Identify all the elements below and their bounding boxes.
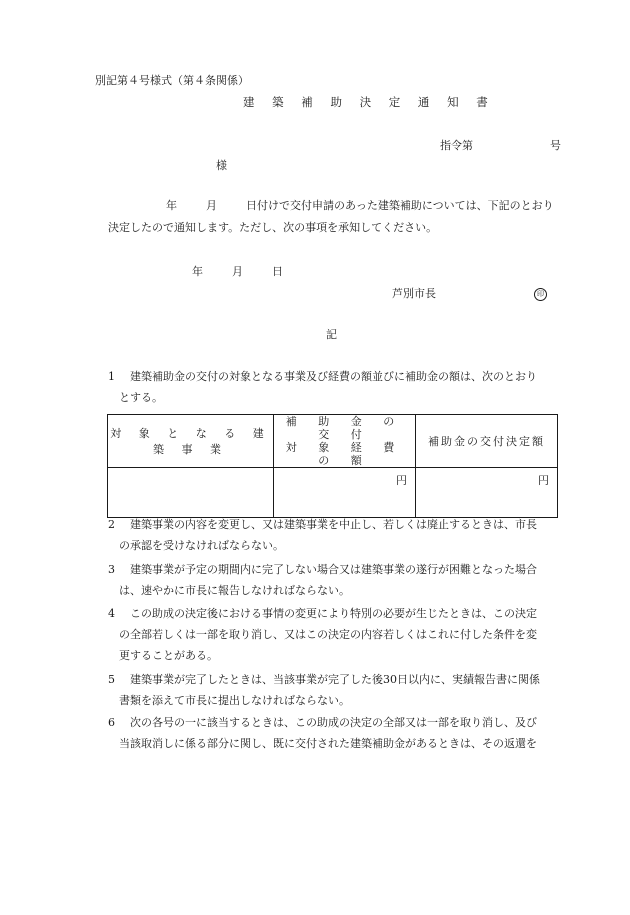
list-item <box>108 669 574 711</box>
addressee-suffix: 様 <box>216 159 227 172</box>
item-line <box>108 559 574 580</box>
cell-eligible-cost <box>274 468 416 518</box>
item-line: の全部若しくは一部を取り消し、又はこの決定の内容若しくはこれに付した条件を変 <box>119 628 537 641</box>
date-day: 日 <box>272 265 283 278</box>
item-line <box>108 366 574 387</box>
item-number: 1 <box>108 370 115 383</box>
intro-month: 月 <box>206 199 217 212</box>
item-number: 3 <box>108 563 115 576</box>
item-line: 書類を添えて市長に提出しなければならない。 <box>119 694 350 707</box>
list-item <box>108 712 574 754</box>
unit-yen: 円 <box>396 474 407 487</box>
item-number: 2 <box>108 518 115 531</box>
cell-target-project <box>108 468 274 518</box>
header-text: 補助金の交付決定額 <box>428 435 545 448</box>
subsidy-table <box>107 414 558 518</box>
intro-line-2: 決定したので通知します。ただし、次の事項を承知してください。 <box>108 221 438 234</box>
issuer-name: 芦別市長 <box>392 287 436 300</box>
item-text: 次の各号の一に該当するときは、この助成の決定の全部又は一部を取り消し、及び <box>130 716 537 729</box>
item-line: 更することがある。 <box>119 649 218 662</box>
list-item <box>108 603 574 666</box>
unit-yen: 円 <box>538 474 549 487</box>
list-item <box>108 559 574 601</box>
item-text: 建築事業の内容を変更し、又は建築事業を中止し、若しくは廃止するときは、市長 <box>130 518 537 531</box>
item-line: は、速やかに市長に報告しなければならない。 <box>119 584 350 597</box>
list-item <box>108 514 574 556</box>
intro-text: 日付けで交付申請のあった建築補助については、下記のとおり <box>246 199 554 212</box>
date-month: 月 <box>232 265 243 278</box>
header-text: 対 象 と な る 建 築 事 業 <box>110 427 271 456</box>
header-decided-amount <box>416 415 558 468</box>
form-label: 別記第４号様式（第４条関係） <box>95 74 249 87</box>
command-suffix: 号 <box>550 139 561 152</box>
item-text: 建築事業が予定の期間内に完了しない場合又は建築事業の遂行が困難となった場合 <box>130 563 537 576</box>
date-year: 年 <box>192 265 203 278</box>
document-title: 建 築 補 助 決 定 通 知 書 <box>243 95 495 109</box>
item-line <box>108 669 574 690</box>
intro-year: 年 <box>166 199 177 212</box>
seal-mark: 印 <box>534 288 547 301</box>
notice-date <box>192 263 283 279</box>
intro-line-1 <box>166 197 554 213</box>
item-line: 当該取消しに係る部分に関し、既に交付された建築補助金があるときは、その返還を <box>119 737 537 750</box>
item-number: 6 <box>108 716 115 729</box>
item-number: 4 <box>108 607 115 620</box>
cell-decided-amount <box>416 468 558 518</box>
command-number <box>440 137 561 153</box>
list-item <box>108 366 574 408</box>
header-text-line: 対 象 経 費 の 額 <box>285 441 404 467</box>
item-line: とする。 <box>119 391 163 404</box>
item-line <box>108 514 574 535</box>
item-line: の承認を受けなければならない。 <box>119 539 284 552</box>
item-number: 5 <box>108 673 115 686</box>
item-text: 建築補助金の交付の対象となる事業及び経費の額並びに補助金の額は、次のとおり <box>130 370 537 383</box>
item-line <box>108 603 574 624</box>
command-prefix: 指令第 <box>440 139 473 152</box>
header-eligible-cost <box>274 415 416 468</box>
item-text: この助成の決定後における事情の変更により特別の必要が生じたときは、この決定 <box>130 607 537 620</box>
issuer-seal <box>534 286 547 301</box>
header-text-line: 補 助 金 の 交 付 <box>285 415 404 441</box>
item-line <box>108 712 574 733</box>
header-target-project <box>108 415 274 468</box>
ki-heading: 記 <box>326 328 337 341</box>
item-text: 建築事業が完了したときは、当該事業が完了した後30日以内に、実績報告書に関係 <box>130 673 540 686</box>
